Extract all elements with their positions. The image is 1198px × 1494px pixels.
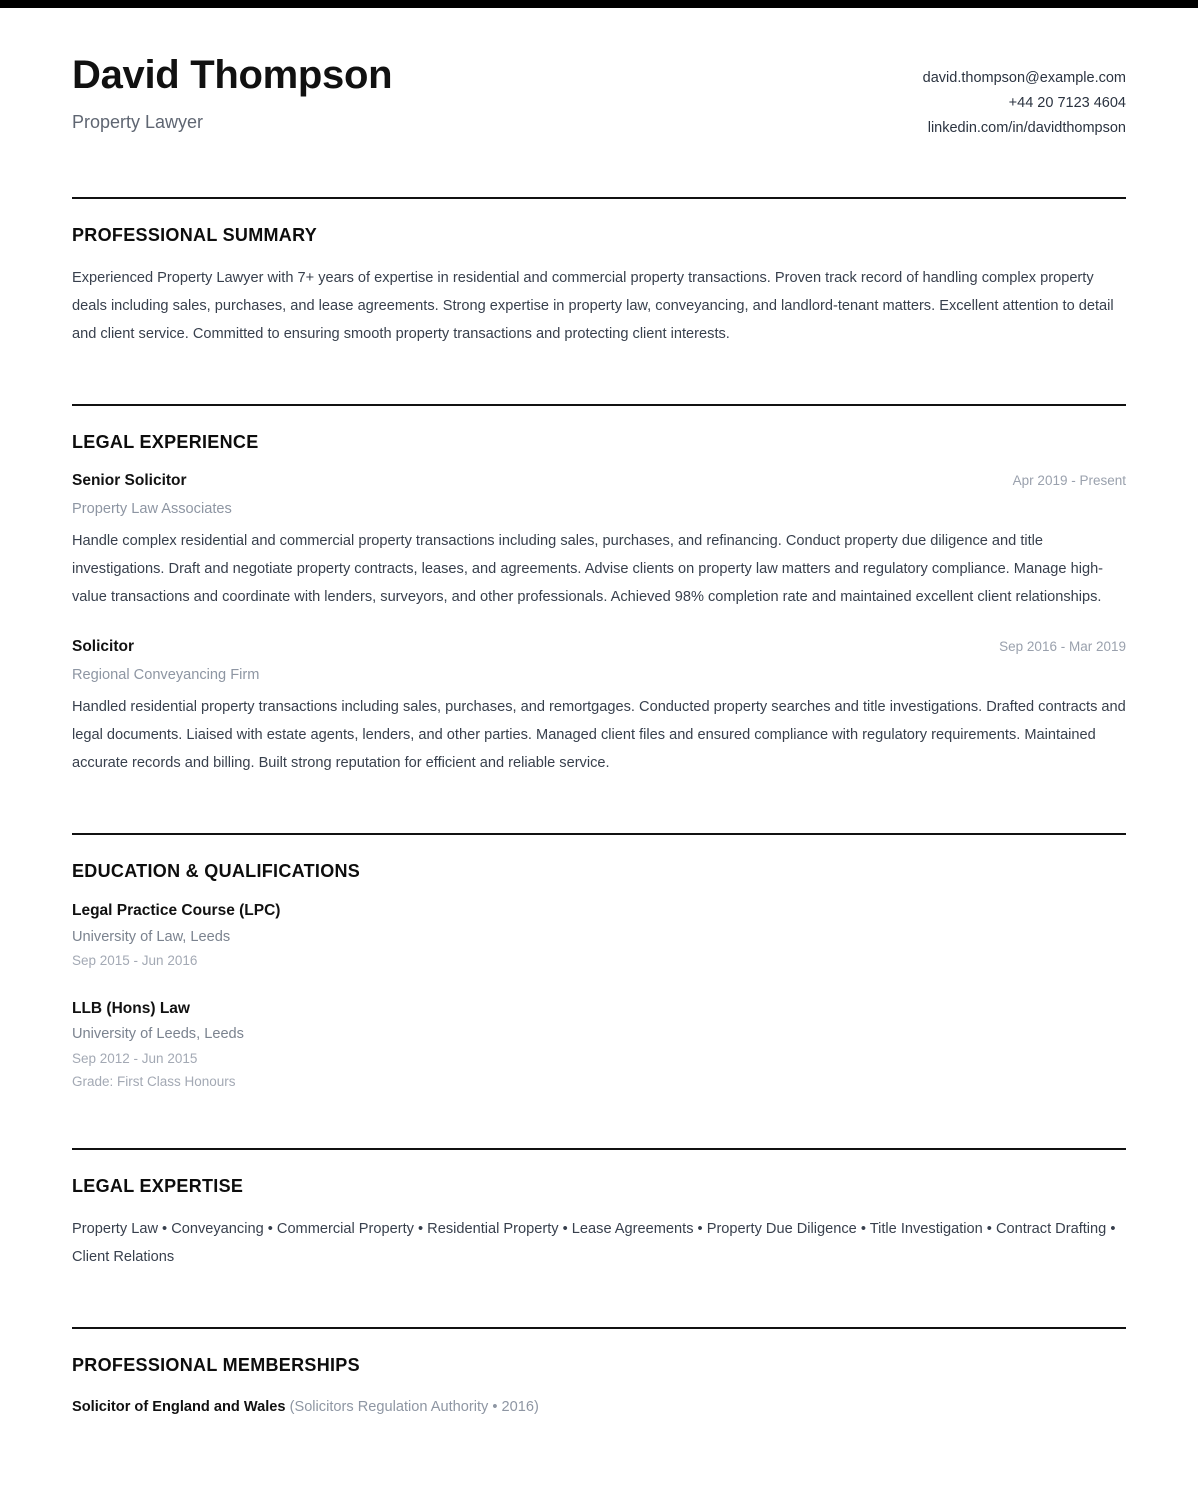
education-dates: Sep 2012 - Jun 2015: [72, 1050, 198, 1066]
section-divider: [72, 833, 1126, 835]
expertise-heading: LEGAL EXPERTISE: [72, 1176, 244, 1197]
job-description: Handle complex residential and commercial property transactions including sales, purchases, and refinancing. Conduct property due diligence and title investigations. Draft and negotiate property contracts, leases, and agreements. Advise clients on property law matters and regulatory compliance. Manage high-value transactions and coordinate with lenders, surveyors, and other professionals. Achieved 98% completion rate and maintained excellent client relationships.: [72, 532, 1104, 605]
contact-email[interactable]: david.thompson@example.com: [922, 70, 1126, 86]
candidate-title: Property Lawyer: [72, 112, 204, 132]
resume-page: [0, 8, 1198, 1420]
section-legal-experience: [72, 404, 1126, 777]
experience-entry-header: [72, 471, 1126, 491]
header-identity: [72, 52, 923, 134]
education-entry: [72, 900, 1126, 972]
section-professional-summary: [72, 197, 1126, 348]
section-divider: [72, 1327, 1126, 1329]
education-entry: [72, 998, 1126, 1092]
experience-entry: [72, 471, 1126, 611]
job-company: Regional Conveyancing Firm: [72, 667, 260, 684]
membership-meta: (Solicitors Regulation Authority • 2016): [289, 1399, 539, 1416]
education-institution: University of Law, Leeds: [72, 928, 231, 945]
membership-entry: [72, 1394, 1126, 1420]
job-description: Handled residential property transactions including sales, purchases, and remortgages. Conducted property searches and title investigations. Drafted contracts and legal documents. Liaised with estate agents, lenders, and other parties. Managed client files and ensured compliance with regulatory requirements. Maintained accurate records and billing. Built strong reputation for efficient and reliable service.: [72, 699, 1126, 772]
job-title: Senior Solicitor: [72, 471, 187, 489]
job-dates: Apr 2019 - Present: [1012, 472, 1126, 488]
section-education: [72, 833, 1126, 1092]
job-company: Property Law Associates: [72, 501, 232, 517]
section-divider: [72, 1148, 1126, 1150]
top-accent-bar: [0, 0, 1198, 8]
expertise-list: Property Law • Conveyancing • Commercial Property • Residential Property • Lease Agreements • Property Due Diligence • Title Investigation • Contract Drafting • Client Relations: [72, 1221, 1116, 1266]
job-dates: Sep 2016 - Mar 2019: [999, 639, 1126, 655]
section-legal-expertise: [72, 1148, 1126, 1271]
job-title: Solicitor: [72, 638, 135, 656]
summary-heading: PROFESSIONAL SUMMARY: [72, 224, 318, 245]
section-professional-memberships: [72, 1327, 1126, 1420]
section-divider: [72, 404, 1126, 406]
memberships-heading: PROFESSIONAL MEMBERSHIPS: [72, 1355, 360, 1376]
section-divider: [72, 197, 1126, 199]
experience-entry-header: [72, 637, 1126, 657]
resume-header: [72, 8, 1126, 141]
education-degree: LLB (Hons) Law: [72, 999, 190, 1017]
contact-phone[interactable]: +44 20 7123 4604: [1008, 94, 1126, 111]
contact-linkedin[interactable]: linkedin.com/in/davidthompson: [927, 119, 1126, 136]
membership-name: Solicitor of England and Wales: [72, 1399, 286, 1416]
education-heading: EDUCATION & QUALIFICATIONS: [72, 861, 361, 882]
education-institution: University of Leeds, Leeds: [72, 1026, 244, 1043]
summary-text: Experienced Property Lawyer with 7+ years of expertise in residential and commercial property transactions. Proven track record of handling complex property deals including sales, purchases, and lease agreements. Strong expertise in property law, conveyancing, and landlord-tenant matters. Excellent attention to detail and client service. Committed to ensuring smooth property transactions and protecting client interests.: [72, 269, 1114, 342]
education-dates: Sep 2015 - Jun 2016: [72, 953, 198, 969]
experience-heading: LEGAL EXPERIENCE: [72, 431, 259, 452]
experience-entry: [72, 637, 1126, 777]
contact-block: [923, 52, 1126, 141]
education-grade: Grade: First Class Honours: [72, 1073, 236, 1089]
candidate-name: David Thompson: [72, 53, 393, 97]
education-degree: Legal Practice Course (LPC): [72, 902, 281, 920]
